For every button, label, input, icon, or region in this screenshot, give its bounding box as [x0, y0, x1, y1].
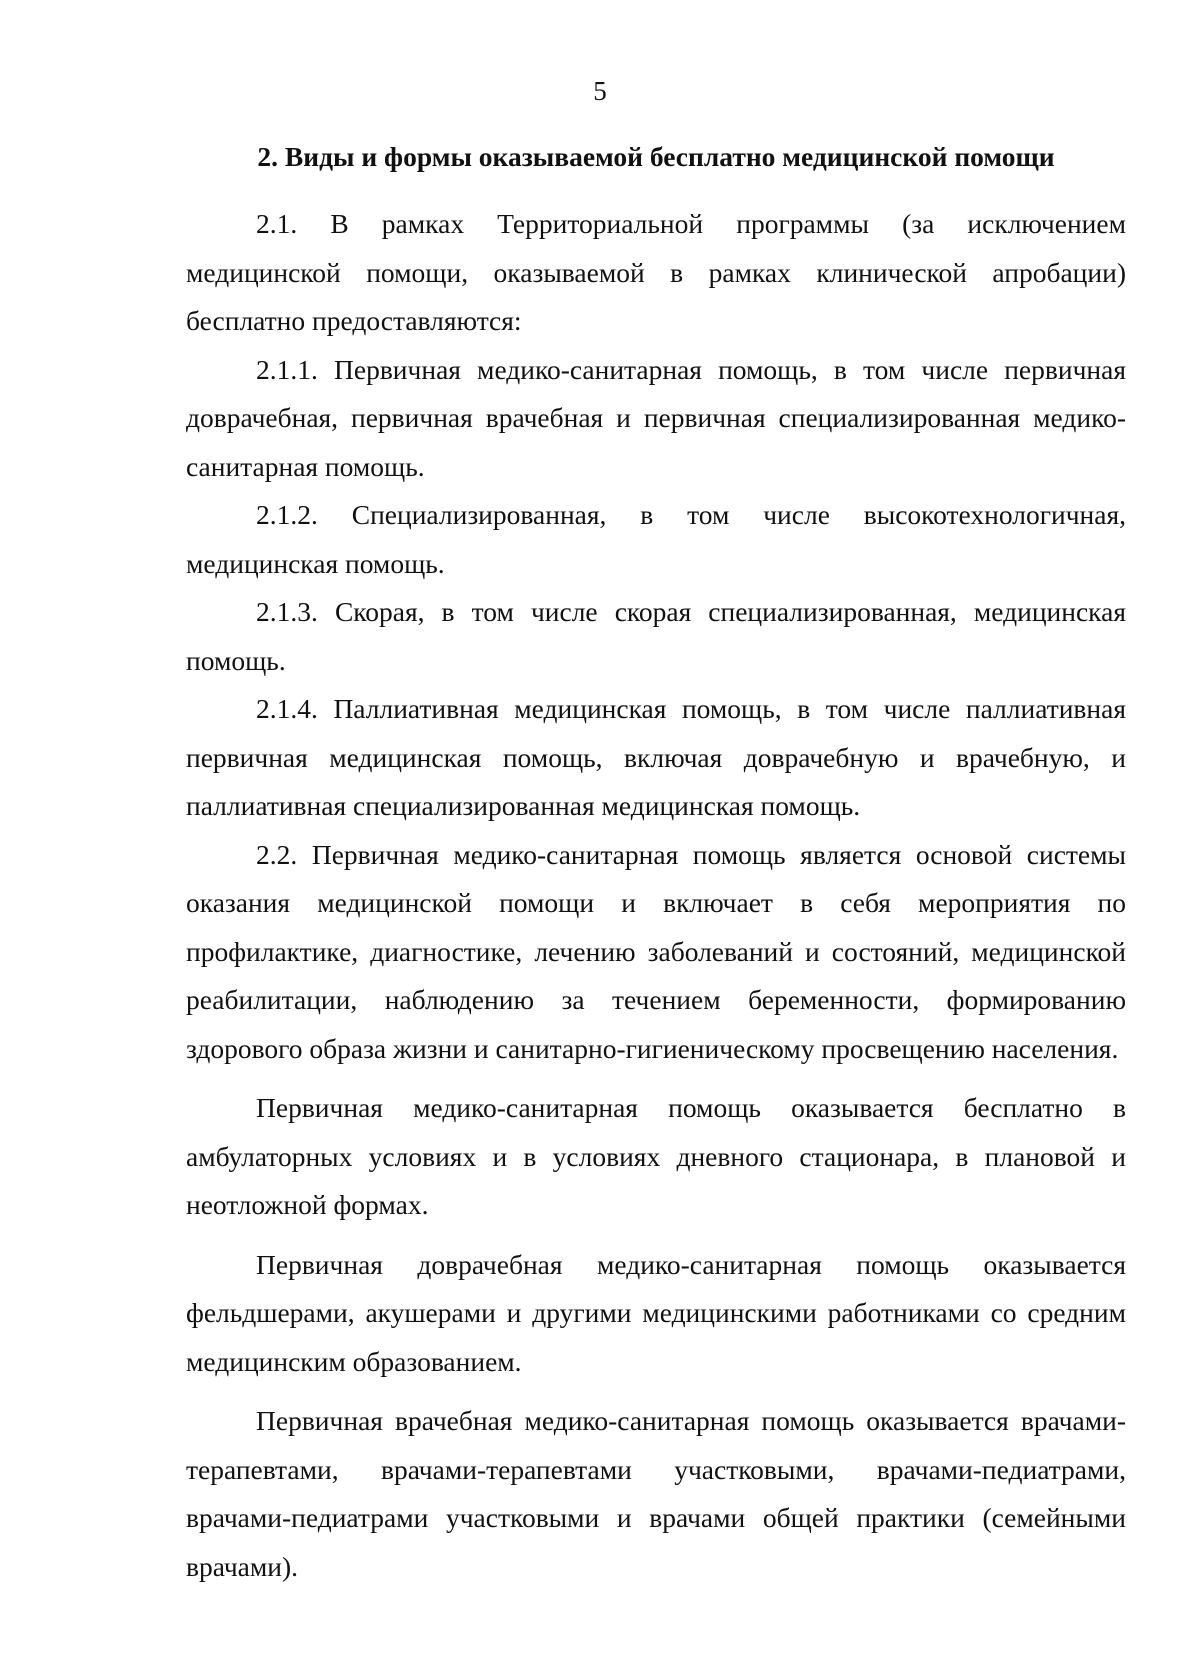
paragraph-primary-prephysician-care: Первичная доврачебная медико-санитарная помощь оказывается фельдшерами, акушерами и другими медицинскими работниками со средним медицинским образованием. — [186, 1248, 1126, 1377]
paragraph-2-1: 2.1. В рамках Территориальной программы (за исключением медицинской помощи, оказываемой в рамках клинической апробации) бесплатно предоставляются: — [186, 208, 1126, 336]
document-body — [186, 200, 1126, 1591]
paragraph-2-1-2: 2.1.2. Специализированная, в том числе высокотехнологичная, медицинская помощь. — [186, 499, 1126, 579]
paragraph-2-2: 2.2. Первичная медико-санитарная помощь является основой системы оказания медицинской помощи и включает в себя мероприятия по профилактике, диагностике, лечению заболеваний и состояний, медицинской реабилитации, наблюдению за течением беременности, формированию здорового образа жизни и санитарно-гигиеническому просвещению населения. — [186, 838, 1126, 1064]
paragraph-primary-care-settings: Первичная медико-санитарная помощь оказывается бесплатно в амбулаторных условиях и в условиях дневного стационара, в плановой и неотложной формах. — [186, 1092, 1126, 1220]
paragraph-2-1-3: 2.1.3. Скорая, в том числе скорая специализированная, медицинская помощь. — [186, 596, 1126, 676]
section-heading: 2. Виды и формы оказываемой бесплатно медицинской помощи — [257, 141, 1055, 172]
page-number: 5 — [593, 76, 607, 106]
paragraph-2-1-1: 2.1.1. Первичная медико-санитарная помощь, в том числе первичная доврачебная, первичная врачебная и первичная специализированная медико-санитарная помощь. — [186, 353, 1126, 482]
paragraph-2-1-4: 2.1.4. Паллиативная медицинская помощь, в том числе паллиативная первичная медицинская помощь, включая доврачебную и врачебную, и паллиативная специализированная медицинская помощь. — [186, 693, 1126, 821]
paragraph-primary-physician-care: Первичная врачебная медико-санитарная помощь оказывается врачами-терапевтами, врачами-терапевтами участковыми, врачами-педиатрами, врачами-педиатрами участковыми и врачами общей практики (семейными врачами). — [186, 1405, 1126, 1582]
